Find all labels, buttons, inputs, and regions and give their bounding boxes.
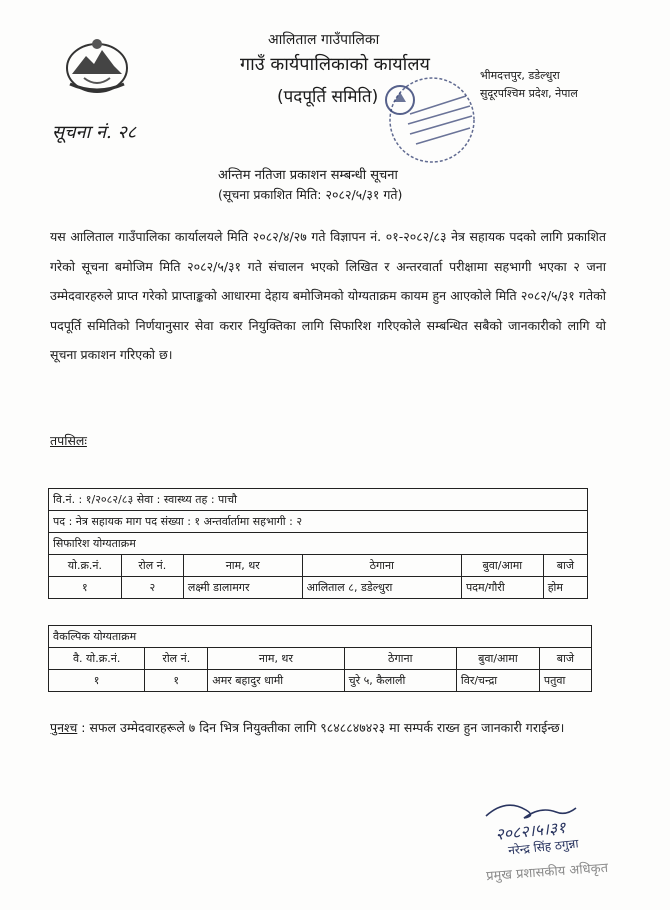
column-header: ठेगाना: [344, 648, 456, 670]
postscript-label: पुनश्च: [50, 720, 78, 735]
table-cell: विर/चन्द्रा: [456, 670, 539, 692]
table-header-row: [49, 648, 592, 670]
column-header: रोल नं.: [121, 555, 183, 577]
municipality-name: आलिताल गाउँपालिका: [268, 32, 380, 48]
postscript-text: : सफल उम्मेदवारहरूले ७ दिन भित्र नियुक्तीका लागि ९८४८८४७४२३ मा सम्पर्क राख्न हुन जानकारी गराईन्छ।: [77, 720, 565, 735]
post-info-cell: [49, 511, 588, 533]
column-header: बाजे: [539, 648, 591, 670]
column-header: ठेगाना: [302, 555, 461, 577]
table-header-row: [49, 555, 588, 577]
signature: [466, 796, 646, 866]
table-info-row: [49, 511, 588, 533]
signature-date: २०८२।५।३१: [494, 817, 567, 844]
signatory-name: नरेन्द्र सिंह ठगुन्ना: [507, 836, 580, 858]
official-stamp: [370, 74, 490, 166]
table-cell: होम: [543, 577, 587, 599]
column-header: रोल नं.: [145, 648, 208, 670]
column-header: बाजे: [543, 555, 587, 577]
section-title: सिफारिश योग्यताक्रम: [49, 533, 588, 555]
table-row: [49, 670, 592, 692]
table-info-row: [49, 489, 588, 511]
notice-body: यस आलिताल गाउँपालिका कार्यालयले मिति २०८२/४/२७ गते विज्ञापन नं. ०१-२०८२/८३ नेत्र सहायक पदको लागि प्रकाशित गरेको सूचना बमोजिम मिति २०८२/५/३१ गते संचालन भएको लिखित र अन्तरवार्ता परीक्षामा सहभागी भएका २ जना उम्मेदवारहरुले प्राप्त गरेको प्राप्ताङ्कको आधारमा देहाय बमोजिमको योग्यताक्रम कायम हुन आएकोले मिति २०८२/५/३१ गतेको पदपूर्ति समितिको निर्णयानुसार सेवा करार नियुक्तिका लागि सिफारिश गरिएकोले सम्बन्धित सबैको जानकारीको लागि यो सूचना प्रकाशन गरिएको छ।: [50, 229, 606, 362]
table-cell: पतुवा: [539, 670, 591, 692]
column-header: वै. यो.क्र.नं.: [49, 648, 145, 670]
table-cell: चुरे ५, कैलाली: [344, 670, 456, 692]
interview-participants: अन्तर्वार्तामा सहभागी : २: [203, 515, 303, 528]
address-line-1: भीमदत्तपुर, डडेल्धुरा: [480, 69, 560, 82]
table-cell: पदम/गौरी: [461, 577, 543, 599]
table-cell: १: [49, 670, 145, 692]
column-header: यो.क्र.नं.: [49, 555, 122, 577]
notice-title: अन्तिम नतिजा प्रकाशन सम्बन्धी सूचना: [218, 168, 398, 183]
column-header: नाम, थर: [183, 555, 302, 577]
table-row: [49, 577, 588, 599]
section-title: वैकल्पिक योग्यताक्रम: [49, 626, 592, 648]
committee-name: (पदपूर्ति समिति): [277, 87, 379, 107]
postscript-note: [50, 715, 610, 740]
office-name: गाउँ कार्यपालिकाको कार्यालय: [240, 54, 430, 75]
demand-count: माग पद संख्या : १: [125, 515, 201, 528]
table-cell: २: [121, 577, 183, 599]
nepal-government-emblem-icon: [62, 34, 132, 96]
level: तह : पाचौ: [195, 493, 237, 506]
address-line-2: सुदूरपश्चिम प्रदेश, नेपाल: [480, 87, 578, 100]
column-header: बुवा/आमा: [461, 555, 543, 577]
table-cell: १: [145, 670, 208, 692]
advertisement-number: वि.नं. : १/२०८२/८३: [53, 493, 134, 506]
recommended-merit-table: [48, 488, 588, 599]
alternate-merit-table: [48, 625, 592, 692]
notice-publish-date: (सूचना प्रकाशित मिति: २०८२/५/३१ गते): [218, 187, 403, 202]
service-type: सेवा : स्वास्थ्य: [136, 493, 192, 506]
table-cell: आलिताल ८, डडेल्धुरा: [302, 577, 461, 599]
table-cell: अमर बहादुर धामी: [208, 670, 344, 692]
signatory-title: प्रमुख प्रशासकीय अधिकृत: [485, 860, 609, 885]
notice-number: सूचना नं. २८: [52, 122, 137, 143]
column-header: बुवा/आमा: [456, 648, 539, 670]
ad-info-cell: [49, 489, 588, 511]
table-cell: १: [49, 577, 122, 599]
details-heading: तपसिलः: [50, 433, 87, 448]
table-cell: लक्ष्मी डालामगर: [183, 577, 302, 599]
post-name: पद : नेत्र सहायक: [53, 515, 123, 528]
column-header: नाम, थर: [208, 648, 344, 670]
